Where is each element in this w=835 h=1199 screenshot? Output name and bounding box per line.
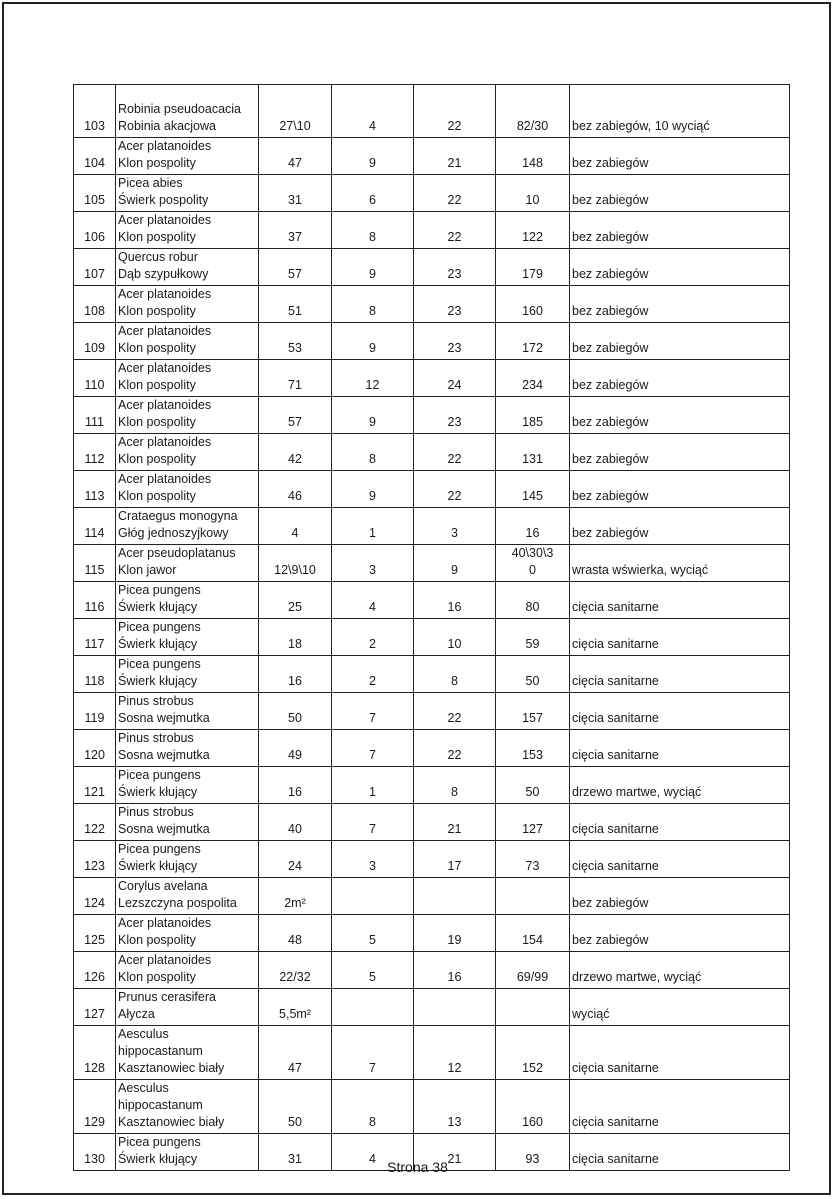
crown-width-cell: 4 <box>332 85 414 138</box>
height-cell: 13 <box>414 1080 496 1134</box>
polish-name: Sosna wejmutka <box>118 822 210 836</box>
perimeter-cell: 50 <box>496 656 570 693</box>
treatment-cell: cięcia sanitarne <box>570 1134 790 1171</box>
height-cell: 3 <box>414 508 496 545</box>
treatment-cell: bez zabiegów <box>570 138 790 175</box>
table-body <box>74 85 790 1171</box>
polish-name: Świerk kłujący <box>118 1152 198 1166</box>
height-cell: 23 <box>414 397 496 434</box>
table-row <box>74 656 790 693</box>
species-name-cell <box>116 471 259 508</box>
tree-number-cell: 120 <box>74 730 116 767</box>
trunk-circumference-cell: 48 <box>259 915 332 952</box>
latin-name: Corylus avelana <box>118 879 208 893</box>
polish-name: Klon pospolity <box>118 156 196 170</box>
latin-name: Acer platanoides <box>118 916 212 930</box>
trunk-circumference-cell: 27\10 <box>259 85 332 138</box>
treatment-cell: cięcia sanitarne <box>570 730 790 767</box>
perimeter-cell: 172 <box>496 323 570 360</box>
latin-name: Acer platanoides <box>118 953 212 967</box>
perimeter-cell: 50 <box>496 767 570 804</box>
perimeter-cell: 82/30 <box>496 85 570 138</box>
crown-width-cell <box>332 878 414 915</box>
tree-number-cell: 110 <box>74 360 116 397</box>
height-cell: 22 <box>414 730 496 767</box>
table-row <box>74 915 790 952</box>
crown-width-cell: 7 <box>332 1026 414 1080</box>
trunk-circumference-cell: 57 <box>259 397 332 434</box>
trunk-circumference-cell: 12\9\10 <box>259 545 332 582</box>
trunk-circumference-cell: 2m² <box>259 878 332 915</box>
tree-number-cell: 130 <box>74 1134 116 1171</box>
polish-name: Klon pospolity <box>118 452 196 466</box>
perimeter-cell: 122 <box>496 212 570 249</box>
height-cell: 21 <box>414 1134 496 1171</box>
latin-name: Acer platanoides <box>118 324 212 338</box>
perimeter-cell: 10 <box>496 175 570 212</box>
latin-name: Pinus strobus <box>118 805 194 819</box>
polish-name: Klon pospolity <box>118 230 196 244</box>
latin-name: Picea pungens <box>118 1135 201 1149</box>
species-name-cell <box>116 730 259 767</box>
latin-name: Acer pseudoplatanus <box>118 546 236 560</box>
perimeter-cell: 93 <box>496 1134 570 1171</box>
polish-name: Świerk kłujący <box>118 785 198 799</box>
perimeter-cell: 157 <box>496 693 570 730</box>
species-name-cell <box>116 397 259 434</box>
crown-width-cell: 9 <box>332 397 414 434</box>
treatment-cell: cięcia sanitarne <box>570 619 790 656</box>
treatment-cell: cięcia sanitarne <box>570 582 790 619</box>
latin-name: Pinus strobus <box>118 694 194 708</box>
height-cell: 24 <box>414 360 496 397</box>
trunk-circumference-cell: 47 <box>259 1026 332 1080</box>
polish-name: Świerk kłujący <box>118 637 198 651</box>
latin-name: Acer platanoides <box>118 213 212 227</box>
tree-number-cell: 105 <box>74 175 116 212</box>
polish-name: Świerk kłujący <box>118 674 198 688</box>
crown-width-cell: 1 <box>332 508 414 545</box>
species-name-cell <box>116 434 259 471</box>
tree-number-cell: 124 <box>74 878 116 915</box>
height-cell: 21 <box>414 804 496 841</box>
polish-name: Robinia akacjowa <box>118 119 216 133</box>
tree-number-cell: 122 <box>74 804 116 841</box>
trunk-circumference-cell: 16 <box>259 656 332 693</box>
latin-name: Acer platanoides <box>118 435 212 449</box>
species-name-cell <box>116 804 259 841</box>
table-row <box>74 508 790 545</box>
tree-number-cell: 117 <box>74 619 116 656</box>
latin-name: Picea pungens <box>118 620 201 634</box>
tree-number-cell: 108 <box>74 286 116 323</box>
height-cell: 23 <box>414 249 496 286</box>
table-row <box>74 249 790 286</box>
crown-width-cell: 4 <box>332 582 414 619</box>
latin-name: Picea pungens <box>118 657 201 671</box>
tree-number-cell: 127 <box>74 989 116 1026</box>
height-cell: 23 <box>414 323 496 360</box>
perimeter-cell: 185 <box>496 397 570 434</box>
crown-width-cell: 9 <box>332 323 414 360</box>
trunk-circumference-cell: 24 <box>259 841 332 878</box>
crown-width-cell: 6 <box>332 175 414 212</box>
height-cell: 16 <box>414 952 496 989</box>
perimeter-cell: 127 <box>496 804 570 841</box>
table-row <box>74 841 790 878</box>
crown-width-cell: 9 <box>332 471 414 508</box>
latin-name: Acer platanoides <box>118 139 212 153</box>
tree-number-cell: 104 <box>74 138 116 175</box>
polish-name: Klon pospolity <box>118 489 196 503</box>
trunk-circumference-cell: 71 <box>259 360 332 397</box>
trunk-circumference-cell: 49 <box>259 730 332 767</box>
treatment-cell: bez zabiegów <box>570 249 790 286</box>
treatment-cell: bez zabiegów <box>570 878 790 915</box>
perimeter-cell: 154 <box>496 915 570 952</box>
latin-name: Acer platanoides <box>118 361 212 375</box>
polish-name: Ałycza <box>118 1007 155 1021</box>
polish-name: Klon pospolity <box>118 970 196 984</box>
perimeter-cell: 160 <box>496 286 570 323</box>
trunk-circumference-cell: 57 <box>259 249 332 286</box>
species-name-cell <box>116 1080 259 1134</box>
polish-name: Głóg jednoszyjkowy <box>118 526 229 540</box>
trunk-circumference-cell: 16 <box>259 767 332 804</box>
crown-width-cell: 9 <box>332 249 414 286</box>
crown-width-cell: 8 <box>332 1080 414 1134</box>
trunk-circumference-cell: 4 <box>259 508 332 545</box>
species-name-cell <box>116 138 259 175</box>
trunk-circumference-cell: 50 <box>259 693 332 730</box>
trunk-circumference-cell: 37 <box>259 212 332 249</box>
crown-width-cell: 3 <box>332 841 414 878</box>
trunk-circumference-cell: 22/32 <box>259 952 332 989</box>
tree-number-cell: 121 <box>74 767 116 804</box>
height-cell: 10 <box>414 619 496 656</box>
height-cell: 8 <box>414 656 496 693</box>
height-cell: 12 <box>414 1026 496 1080</box>
polish-name: Świerk pospolity <box>118 193 209 207</box>
treatment-cell: drzewo martwe, wyciąć <box>570 952 790 989</box>
polish-name: Kasztanowiec biały <box>118 1061 225 1075</box>
polish-name: Sosna wejmutka <box>118 748 210 762</box>
table-row <box>74 582 790 619</box>
tree-number-cell: 129 <box>74 1080 116 1134</box>
treatment-cell: bez zabiegów <box>570 175 790 212</box>
perimeter-cell: 73 <box>496 841 570 878</box>
latin-name: Acer platanoides <box>118 287 212 301</box>
tree-number-cell: 114 <box>74 508 116 545</box>
treatment-cell: cięcia sanitarne <box>570 1080 790 1134</box>
tree-number-cell: 106 <box>74 212 116 249</box>
height-cell: 22 <box>414 212 496 249</box>
polish-name: Dąb szypułkowy <box>118 267 209 281</box>
trunk-circumference-cell: 50 <box>259 1080 332 1134</box>
crown-width-cell <box>332 989 414 1026</box>
table-row <box>74 1026 790 1080</box>
latin-name: Acer platanoides <box>118 472 212 486</box>
tree-number-cell: 113 <box>74 471 116 508</box>
height-cell <box>414 989 496 1026</box>
tree-number-cell: 109 <box>74 323 116 360</box>
height-cell: 19 <box>414 915 496 952</box>
tree-number-cell: 119 <box>74 693 116 730</box>
species-name-cell <box>116 915 259 952</box>
polish-name: Lezszczyna pospolita <box>118 896 237 910</box>
crown-width-cell: 7 <box>332 730 414 767</box>
table-row <box>74 952 790 989</box>
trunk-circumference-cell: 40 <box>259 804 332 841</box>
treatment-cell: bez zabiegów <box>570 360 790 397</box>
perimeter-cell: 131 <box>496 434 570 471</box>
tree-number-cell: 128 <box>74 1026 116 1080</box>
perimeter-cell: 69/99 <box>496 952 570 989</box>
treatment-cell: cięcia sanitarne <box>570 841 790 878</box>
treatment-cell: drzewo martwe, wyciąć <box>570 767 790 804</box>
height-cell: 23 <box>414 286 496 323</box>
table-row <box>74 360 790 397</box>
height-cell: 17 <box>414 841 496 878</box>
treatment-cell: bez zabiegów <box>570 508 790 545</box>
table-row <box>74 693 790 730</box>
perimeter-cell: 80 <box>496 582 570 619</box>
treatment-cell: wrasta wświerka, wyciąć <box>570 545 790 582</box>
treatment-cell: bez zabiegów <box>570 323 790 360</box>
perimeter-cell <box>496 989 570 1026</box>
crown-width-cell: 1 <box>332 767 414 804</box>
polish-name: Klon pospolity <box>118 933 196 947</box>
latin-name: Picea pungens <box>118 583 201 597</box>
height-cell: 22 <box>414 693 496 730</box>
species-name-cell <box>116 952 259 989</box>
crown-width-cell: 2 <box>332 656 414 693</box>
species-name-cell <box>116 656 259 693</box>
table-row <box>74 397 790 434</box>
perimeter-cell: 148 <box>496 138 570 175</box>
latin-name: Quercus robur <box>118 250 198 264</box>
treatment-cell: bez zabiegów <box>570 397 790 434</box>
table-row <box>74 619 790 656</box>
species-name-cell <box>116 582 259 619</box>
table-row <box>74 85 790 138</box>
species-name-cell <box>116 360 259 397</box>
treatment-cell: bez zabiegów, 10 wyciąć <box>570 85 790 138</box>
crown-width-cell: 2 <box>332 619 414 656</box>
tree-number-cell: 116 <box>74 582 116 619</box>
trunk-circumference-cell: 47 <box>259 138 332 175</box>
latin-name: Picea pungens <box>118 842 201 856</box>
table-row <box>74 545 790 582</box>
crown-width-cell: 7 <box>332 693 414 730</box>
height-cell <box>414 878 496 915</box>
crown-width-cell: 7 <box>332 804 414 841</box>
page-number: Strona 38 <box>387 1159 448 1175</box>
table-row <box>74 730 790 767</box>
tree-inventory-table <box>73 84 790 1171</box>
polish-name: Klon pospolity <box>118 341 196 355</box>
latin-name: Robinia pseudoacacia <box>118 102 242 116</box>
perimeter-cell: 179 <box>496 249 570 286</box>
tree-number-cell: 112 <box>74 434 116 471</box>
polish-name: Klon pospolity <box>118 378 196 392</box>
perimeter-cell <box>496 878 570 915</box>
table-row <box>74 212 790 249</box>
table-row <box>74 286 790 323</box>
height-cell: 9 <box>414 545 496 582</box>
perimeter-cell: 16 <box>496 508 570 545</box>
height-cell: 22 <box>414 471 496 508</box>
perimeter-cell: 40\30\3 0 <box>496 545 570 582</box>
trunk-circumference-cell: 31 <box>259 1134 332 1171</box>
treatment-cell: wyciąć <box>570 989 790 1026</box>
tree-number-cell: 123 <box>74 841 116 878</box>
treatment-cell: bez zabiegów <box>570 286 790 323</box>
perimeter-cell: 234 <box>496 360 570 397</box>
species-name-cell <box>116 1026 259 1080</box>
table-row <box>74 138 790 175</box>
trunk-circumference-cell: 18 <box>259 619 332 656</box>
treatment-cell: cięcia sanitarne <box>570 804 790 841</box>
trunk-circumference-cell: 53 <box>259 323 332 360</box>
species-name-cell <box>116 286 259 323</box>
table-row <box>74 804 790 841</box>
latin-name: Pinus strobus <box>118 731 194 745</box>
height-cell: 16 <box>414 582 496 619</box>
height-cell: 22 <box>414 434 496 471</box>
treatment-cell: cięcia sanitarne <box>570 656 790 693</box>
treatment-cell: bez zabiegów <box>570 434 790 471</box>
trunk-circumference-cell: 51 <box>259 286 332 323</box>
species-name-cell <box>116 85 259 138</box>
crown-width-cell: 8 <box>332 434 414 471</box>
table-row <box>74 471 790 508</box>
height-cell: 21 <box>414 138 496 175</box>
treatment-cell: cięcia sanitarne <box>570 1026 790 1080</box>
tree-number-cell: 103 <box>74 85 116 138</box>
latin-name: Picea abies <box>118 176 183 190</box>
polish-name: Klon pospolity <box>118 304 196 318</box>
species-name-cell <box>116 878 259 915</box>
height-cell: 8 <box>414 767 496 804</box>
crown-width-cell: 9 <box>332 138 414 175</box>
latin-name: Acer platanoides <box>118 398 212 412</box>
latin-name: Crataegus monogyna <box>118 509 238 523</box>
table-row <box>74 175 790 212</box>
perimeter-cell: 160 <box>496 1080 570 1134</box>
perimeter-cell: 145 <box>496 471 570 508</box>
crown-width-cell: 5 <box>332 915 414 952</box>
latin-name: Aesculus hippocastanum <box>118 1081 203 1112</box>
tree-number-cell: 107 <box>74 249 116 286</box>
latin-name: Picea pungens <box>118 768 201 782</box>
trunk-circumference-cell: 46 <box>259 471 332 508</box>
crown-width-cell: 5 <box>332 952 414 989</box>
species-name-cell <box>116 619 259 656</box>
tree-number-cell: 115 <box>74 545 116 582</box>
species-name-cell <box>116 545 259 582</box>
polish-name: Sosna wejmutka <box>118 711 210 725</box>
species-name-cell <box>116 323 259 360</box>
polish-name: Świerk kłujący <box>118 600 198 614</box>
tree-number-cell: 118 <box>74 656 116 693</box>
species-name-cell <box>116 249 259 286</box>
treatment-cell: bez zabiegów <box>570 471 790 508</box>
polish-name: Kasztanowiec biały <box>118 1115 225 1129</box>
treatment-cell: bez zabiegów <box>570 212 790 249</box>
height-cell: 22 <box>414 85 496 138</box>
crown-width-cell: 8 <box>332 212 414 249</box>
polish-name: Klon pospolity <box>118 415 196 429</box>
perimeter-cell: 59 <box>496 619 570 656</box>
perimeter-cell: 152 <box>496 1026 570 1080</box>
species-name-cell <box>116 212 259 249</box>
tree-number-cell: 126 <box>74 952 116 989</box>
crown-width-cell: 4 <box>332 1134 414 1171</box>
treatment-cell: cięcia sanitarne <box>570 693 790 730</box>
latin-name: Aesculus hippocastanum <box>118 1027 203 1058</box>
tree-number-cell: 125 <box>74 915 116 952</box>
trunk-circumference-cell: 42 <box>259 434 332 471</box>
species-name-cell <box>116 508 259 545</box>
table-row <box>74 767 790 804</box>
tree-number-cell: 111 <box>74 397 116 434</box>
table-row <box>74 878 790 915</box>
species-name-cell <box>116 175 259 212</box>
trunk-circumference-cell: 5,5m² <box>259 989 332 1026</box>
trunk-circumference-cell: 31 <box>259 175 332 212</box>
species-name-cell <box>116 989 259 1026</box>
crown-width-cell: 12 <box>332 360 414 397</box>
polish-name: Świerk kłujący <box>118 859 198 873</box>
perimeter-cell: 153 <box>496 730 570 767</box>
polish-name: Klon jawor <box>118 563 177 577</box>
height-cell: 22 <box>414 175 496 212</box>
trunk-circumference-cell: 25 <box>259 582 332 619</box>
species-name-cell <box>116 841 259 878</box>
table-row <box>74 989 790 1026</box>
crown-width-cell: 8 <box>332 286 414 323</box>
treatment-cell: bez zabiegów <box>570 915 790 952</box>
species-name-cell <box>116 693 259 730</box>
table-row <box>74 1080 790 1134</box>
table-row <box>74 323 790 360</box>
table-row <box>74 434 790 471</box>
crown-width-cell: 3 <box>332 545 414 582</box>
latin-name: Prunus cerasifera <box>118 990 216 1004</box>
species-name-cell <box>116 767 259 804</box>
